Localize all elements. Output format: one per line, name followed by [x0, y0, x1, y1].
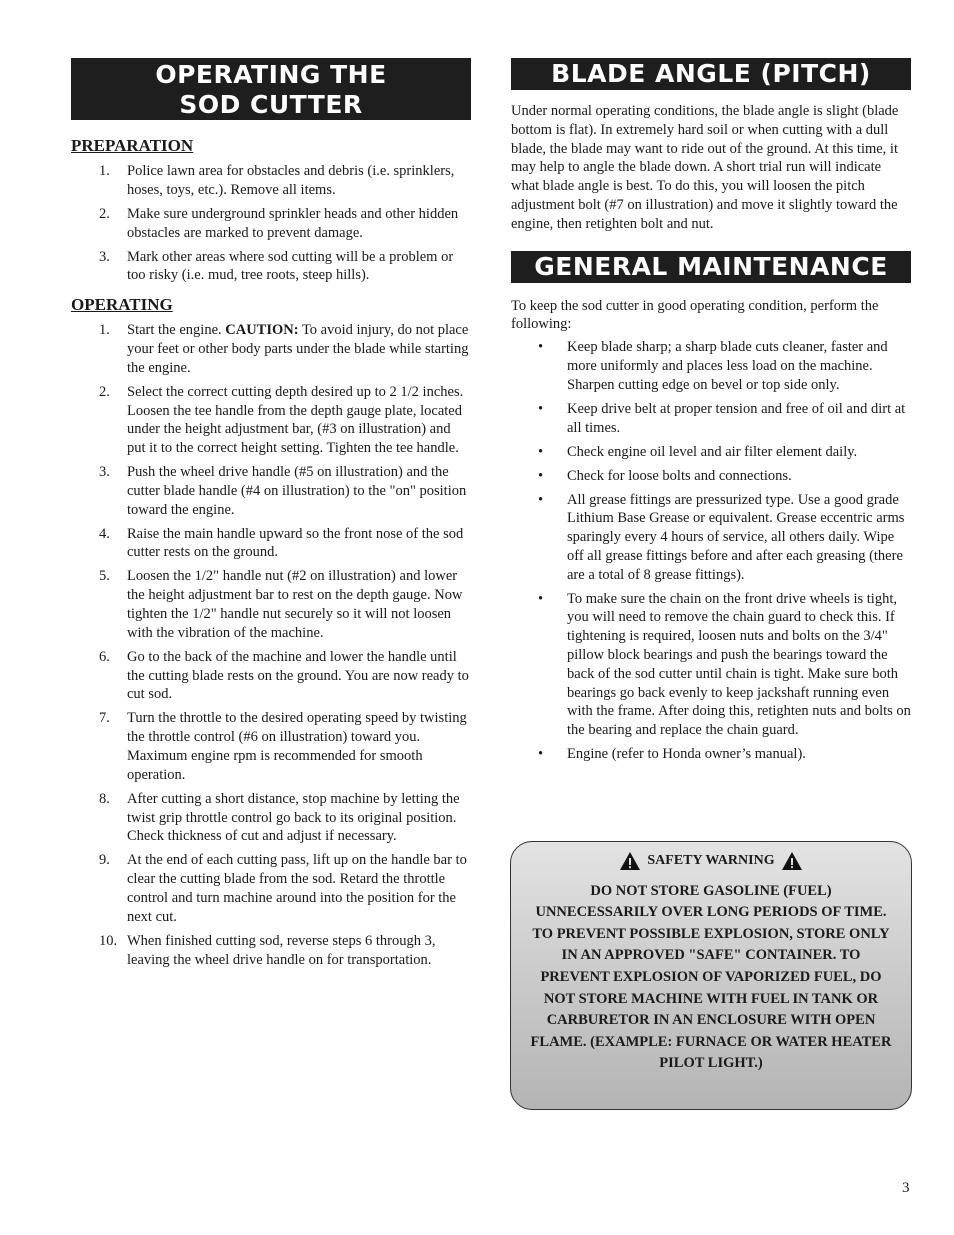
operating-list: [71, 321, 471, 969]
step-text: Police lawn area for obstacles and debris (i.e. sprinklers, hoses, toys, etc.). Remove all items.: [127, 163, 455, 198]
list-item: [71, 248, 471, 286]
maintenance-item-text: Keep drive belt at proper tension and free of oil and dirt at all times.: [567, 400, 906, 436]
step-text: Mark other areas where sod cutting will be a problem or too risky (i.e. mud, tree roots, steep hills).: [127, 248, 454, 284]
list-item: [71, 851, 471, 926]
list-item: [511, 443, 911, 462]
operating-step: [71, 321, 471, 377]
bullet-icon: •: [538, 339, 544, 356]
step-number: 3.: [99, 248, 110, 265]
step-number: 1.: [99, 322, 110, 339]
safety-warning-title: SAFETY WARNING: [647, 853, 775, 868]
step-text-intro: Start the engine.: [127, 322, 226, 339]
maintenance-item-text: Keep blade sharp; a sharp blade cuts cleaner, faster and more uniformly and places less load on the machine. Sharpen cutting edge on bevel or top side only.: [567, 339, 888, 393]
list-item: [71, 162, 471, 200]
step-number: 4.: [99, 525, 110, 542]
operating-heading: [71, 58, 471, 120]
list-item: [511, 400, 911, 438]
operating-heading-line2: SOD CUTTER: [179, 89, 363, 119]
bullet-icon: •: [538, 400, 544, 417]
maintenance-item-text: To make sure the chain on the front drive wheels is tight, you will need to remove the chain guard to check this. If tightening is required, loosen nuts and bolts on the 3/4" pillow block bearings and push the bearings toward the back of the sod cutter until chain is tight. Make sure both bearings go back evenly to keep jackshaft running even with the frame. After doing this, retighten nuts and bolts on the bearing and replace the chain guard.: [567, 590, 911, 739]
step-text: Go to the back of the machine and lower the handle until the cutting blade rests on the ground. You are now ready to cut sod.: [127, 648, 469, 703]
bullet-icon: •: [538, 746, 544, 763]
list-item: [71, 709, 471, 784]
safety-warning-box: [510, 841, 912, 1110]
list-item: [71, 383, 471, 458]
step-number: 9.: [99, 852, 110, 869]
page-number: 3: [902, 1180, 910, 1196]
list-item: [71, 567, 471, 642]
list-item: [71, 790, 471, 846]
step-number: 7.: [99, 710, 110, 727]
blade-angle-heading: BLADE ANGLE (PITCH): [511, 58, 911, 90]
step-text: Raise the main handle upward so the front nose of the sod cutter rests on the ground.: [127, 525, 464, 561]
maintenance-intro: To keep the sod cutter in good operating condition, perform the following:: [511, 297, 879, 333]
maintenance-item-text: Check for loose bolts and connections.: [567, 467, 792, 484]
maintenance-item-text: Check engine oil level and air filter element daily.: [567, 443, 858, 460]
maintenance-item-text: Engine (refer to Honda owner’s manual).: [567, 746, 806, 763]
step-text: After cutting a short distance, stop machine by letting the twist grip throttle control go back to its original position. Check thickness of cut and adjust if necessary.: [127, 790, 460, 845]
step-text: Push the wheel drive handle (#5 on illustration) and the cutter blade handle (#4 on illustration) to the "on" position toward the engine.: [127, 464, 467, 518]
step-number: 5.: [99, 568, 110, 585]
step-text: At the end of each cutting pass, lift up on the handle bar to clear the cutting blade from the sod. Retard the throttle control and turn machine around into the position for the next cut.: [127, 852, 467, 925]
step-text: Loosen the 1/2" handle nut (#2 on illustration) and lower the height adjustment bar to rest on the depth gauge. Now tighten the 1/2" handle nut securely so it will not loosen with the vibration of the machine.: [127, 568, 463, 641]
list-item: [71, 932, 471, 970]
list-item: [511, 467, 911, 486]
step-number: 1.: [99, 163, 110, 179]
operating-title: OPERATING: [71, 295, 173, 315]
preparation-list: [71, 162, 471, 285]
list-item: [511, 338, 911, 394]
bullet-icon: •: [538, 590, 544, 607]
list-item: [511, 745, 911, 764]
list-item: [511, 590, 911, 740]
step-number: 6.: [99, 648, 110, 665]
list-item: [71, 205, 471, 243]
step-number: 2.: [99, 383, 110, 400]
general-maintenance-heading: GENERAL MAINTENANCE: [511, 251, 911, 283]
warning-triangle-icon: [781, 851, 803, 871]
preparation-title: PREPARATION: [71, 136, 194, 155]
operating-heading-line1: OPERATING THE: [155, 59, 387, 89]
safety-warning-header: [529, 850, 893, 872]
step-text: Turn the throttle to the desired operating speed by twisting the throttle control (#6 on illustration) toward you. Maximum engine rpm is recommended for smooth operation.: [127, 710, 467, 783]
bullet-icon: •: [538, 467, 544, 484]
list-item: [511, 491, 911, 585]
safety-warning-body: DO NOT STORE GASOLINE (FUEL) UNNECESSARILY OVER LONG PERIODS OF TIME. TO PREVENT POSSIBLE EXPLOSION, STORE ONLY IN AN APPROVED "SAFE" CONTAINER. TO PREVENT EXPLOSION OF VAPORIZED FUEL, DO NOT STORE MACHINE WITH FUEL IN TANK OR CARBURETOR IN AN ENCLOSURE WITH OPEN FLAME. (EXAMPLE: FURNACE OR WATER HEATER PILOT LIGHT.): [530, 882, 892, 1072]
bullet-icon: •: [538, 443, 544, 460]
step-text-caution: To avoid injury, do not place your feet or other body parts under the blade while starting the engine.: [127, 322, 469, 376]
list-item: [71, 525, 471, 563]
bullet-icon: •: [538, 491, 544, 508]
step-number: 8.: [99, 790, 110, 807]
step-number: 2.: [99, 205, 110, 222]
blade-angle-body: Under normal operating conditions, the blade angle is slight (blade bottom is flat). In extremely hard soil or when cutting with a dull blade, the blade may want to ride out of the ground. At this time, it may help to angle the blade down. A short trial run will indicate what blade angle is best. To do this, you will loosen the pitch adjustment bolt (#7 on illustration) and move it slightly toward the engine, then retighten bolt and nut.: [511, 103, 899, 232]
step-number: 10.: [99, 932, 118, 949]
right-column: [511, 58, 911, 769]
list-item: [71, 463, 471, 519]
caution-label: CAUTION:: [225, 322, 299, 339]
maintenance-item-text: All grease fittings are pressurized type. Use a good grade Lithium Base Grease or equivalent. Grease eccentric arms sparingly every 4 hours of service, all others daily. Wipe off all grease fittings before and after each greasing (there are a total of 8 grease fittings).: [567, 491, 905, 583]
warning-triangle-icon: [619, 851, 641, 871]
step-text: When finished cutting sod, reverse steps 6 through 3, leaving the wheel drive handle on for transportation.: [127, 932, 436, 968]
step-text: Select the correct cutting depth desired up to 2 1/2 inches. Loosen the tee handle from the depth gauge plate, located under the height adjustment bar, (#3 on illustration) and put it to the correct height setting. Tighten the tee handle.: [127, 383, 464, 457]
list-item: [71, 648, 471, 704]
step-number: 3.: [99, 464, 110, 481]
maintenance-list: [511, 338, 911, 764]
step-text: Make sure underground sprinkler heads and other hidden obstacles are marked to prevent damage.: [127, 205, 459, 241]
left-column: [71, 58, 471, 975]
